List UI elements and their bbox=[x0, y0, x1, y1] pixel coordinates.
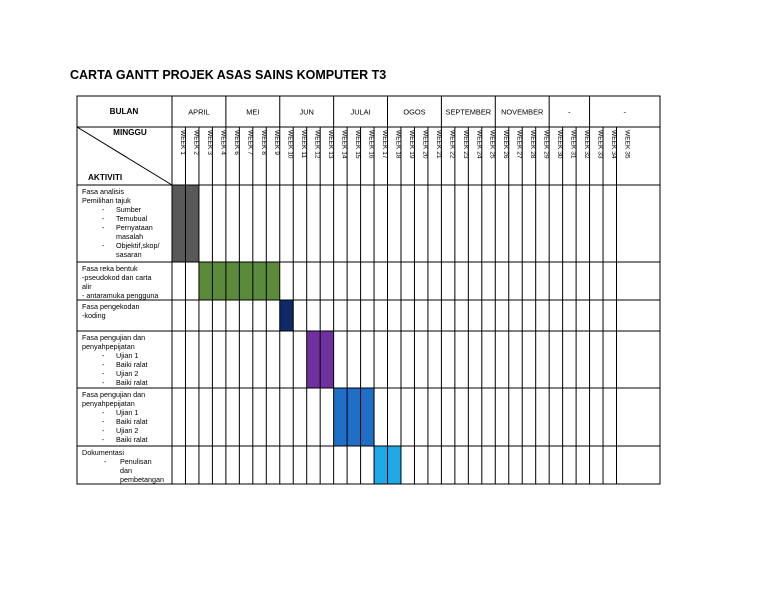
activity-title-line: Fasa analisis bbox=[82, 187, 124, 196]
week-label: WEEK 22 bbox=[448, 130, 456, 159]
activity-title-line: - antaramuka pengguna bbox=[82, 291, 159, 300]
activity-item: - Baiki ralat bbox=[102, 435, 148, 444]
activity-item: - Ujian 2 bbox=[102, 369, 139, 378]
week-label: WEEK 19 bbox=[407, 130, 415, 159]
week-label: WEEK 30 bbox=[556, 130, 564, 159]
activity-title-line: penyahpepijatan bbox=[82, 399, 135, 408]
activity-item: - Baiki ralat bbox=[102, 417, 148, 426]
activity-item: sasaran bbox=[116, 250, 142, 259]
bulan-label: BULAN bbox=[109, 107, 139, 116]
activity-item: - Baiki ralat bbox=[102, 378, 148, 387]
week-label: WEEK 27 bbox=[515, 130, 523, 159]
week-label: WEEK 17 bbox=[380, 130, 388, 159]
week-label: WEEK 29 bbox=[542, 130, 550, 159]
activity-item: - Ujian 1 bbox=[102, 408, 139, 417]
week-label: WEEK 20 bbox=[421, 130, 429, 159]
activity-item: - Baiki ralat bbox=[102, 360, 148, 369]
activity-item: - Objektif,skop/ bbox=[102, 241, 160, 250]
week-label: WEEK 9 bbox=[273, 130, 281, 155]
week-label: WEEK 32 bbox=[583, 130, 591, 159]
week-label: WEEK 26 bbox=[502, 130, 510, 159]
month-label: MEI bbox=[246, 107, 260, 117]
activity-cell-2 bbox=[82, 264, 169, 300]
month-label: SEPTEMBER bbox=[445, 107, 492, 117]
month-label: - bbox=[623, 107, 627, 117]
activity-item: masalah bbox=[116, 232, 144, 241]
activity-cell-3 bbox=[82, 302, 169, 320]
minggu-label: MINGGU bbox=[113, 128, 147, 137]
week-label: WEEK 34 bbox=[609, 130, 617, 159]
activity-item: - Penulisan bbox=[104, 457, 152, 466]
week-label: WEEK 31 bbox=[569, 130, 577, 159]
month-label: JULAI bbox=[350, 107, 371, 117]
week-label: WEEK 3 bbox=[205, 130, 213, 155]
aktiviti-label: AKTIVITI bbox=[88, 173, 123, 182]
week-label: WEEK 33 bbox=[596, 130, 604, 159]
activity-title-line: penyahpepijatan bbox=[82, 342, 135, 351]
activity-item: - Pernyataan bbox=[102, 223, 153, 232]
week-label: WEEK 35 bbox=[623, 130, 631, 159]
week-label: WEEK 25 bbox=[488, 130, 496, 159]
activity-item: - Temubual bbox=[102, 214, 148, 223]
activity-cell-4 bbox=[82, 333, 169, 387]
activity-item: - Ujian 2 bbox=[102, 426, 139, 435]
month-label: - bbox=[568, 107, 571, 117]
activity-title-line: -pseudokod dan carta bbox=[82, 273, 152, 282]
activity-item: - Sumber bbox=[102, 205, 142, 214]
week-label: WEEK 24 bbox=[475, 130, 483, 159]
week-label: WEEK 8 bbox=[259, 130, 267, 155]
activity-title-line: Fasa pengekodan bbox=[82, 302, 140, 311]
week-label: WEEK 1 bbox=[178, 130, 186, 155]
week-label: WEEK 15 bbox=[354, 130, 362, 159]
page-title: CARTA GANTT PROJEK ASAS SAINS KOMPUTER T3 bbox=[70, 68, 387, 82]
gantt-bar-3 bbox=[280, 300, 293, 331]
week-label: WEEK 12 bbox=[313, 130, 321, 159]
activity-cell-6 bbox=[82, 448, 169, 484]
activity-title-line: Fasa pengujian dan bbox=[82, 390, 146, 399]
week-label: WEEK 16 bbox=[367, 130, 375, 159]
activity-cell-5 bbox=[82, 390, 169, 444]
activity-title-line: -koding bbox=[82, 311, 106, 320]
week-label: WEEK 6 bbox=[232, 130, 240, 155]
week-label: WEEK 28 bbox=[529, 130, 537, 159]
week-label: WEEK 2 bbox=[192, 130, 200, 155]
activity-item: pembetangan bbox=[120, 475, 164, 484]
activity-title-line: Pemilihan tajuk bbox=[82, 196, 131, 205]
week-label: WEEK 11 bbox=[300, 130, 308, 159]
week-label: WEEK 23 bbox=[461, 130, 469, 159]
gantt-bar-5 bbox=[334, 388, 374, 446]
week-label: WEEK 13 bbox=[327, 130, 335, 159]
activity-cell-1 bbox=[82, 187, 169, 259]
month-label: OGOS bbox=[403, 107, 426, 117]
activity-title-line: alir bbox=[82, 282, 92, 291]
week-label: WEEK 21 bbox=[434, 130, 442, 159]
activity-title-line: Fasa pengujian dan bbox=[82, 333, 146, 342]
week-label: WEEK 14 bbox=[340, 130, 348, 159]
week-label: WEEK 4 bbox=[219, 130, 227, 155]
week-label: WEEK 10 bbox=[286, 130, 294, 159]
week-label: WEEK 18 bbox=[394, 130, 402, 159]
month-label: NOVEMBER bbox=[501, 107, 544, 117]
week-label: WEEK 7 bbox=[246, 130, 254, 155]
activity-item: dan bbox=[120, 466, 132, 475]
month-label: JUN bbox=[299, 107, 314, 117]
activity-title-line: Dokumentasi bbox=[82, 448, 124, 457]
activity-title-line: Fasa reka bentuk bbox=[82, 264, 138, 273]
activity-item: - Ujian 1 bbox=[102, 351, 139, 360]
month-label: APRIL bbox=[188, 107, 210, 117]
